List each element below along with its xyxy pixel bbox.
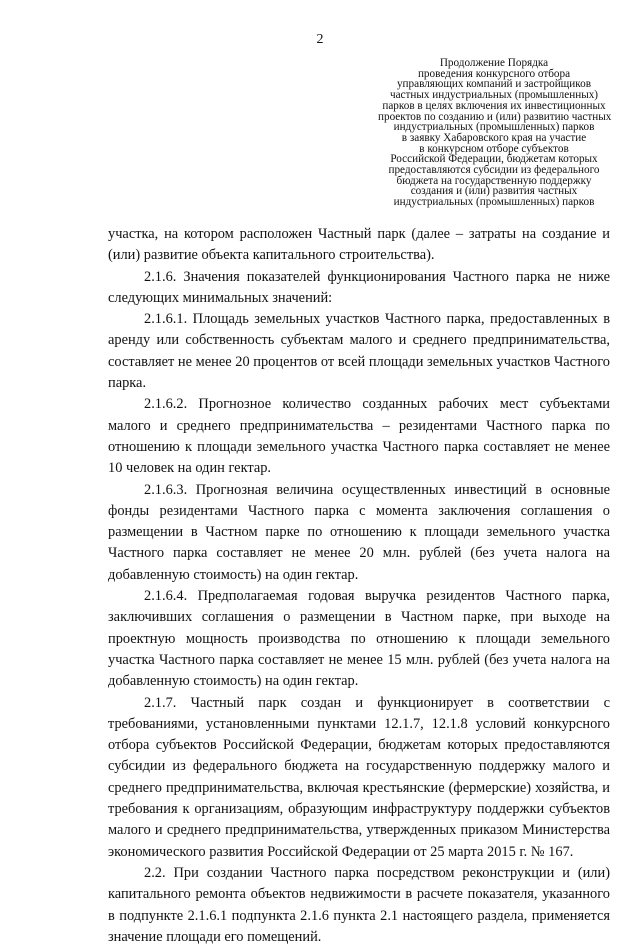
paragraph: 2.1.6.1. Площадь земельных участков Частного парка, предоставленных в аренду или собственность субъектам малого и среднего предпринимательства, составляет не менее 20 процентов от всей площади земельных участков Частного парка.: [108, 311, 610, 392]
header-line: проведения конкурсного отбора: [417, 67, 571, 80]
page-number: 2: [316, 32, 324, 47]
header-line: парков в целях включения их инвестиционных: [382, 99, 606, 112]
header-line: индустриальных (промышленных) парков: [393, 121, 595, 134]
header-line: создания и (или) развития частных: [410, 185, 578, 198]
document-body: [108, 224, 610, 948]
header-line: частных индустриальных (промышленных): [389, 89, 599, 102]
header-line: управляющих компаний и застройщиков: [396, 78, 592, 91]
paragraph: 2.1.6. Значения показателей функционирования Частного парка не ниже следующих минимальных значений:: [108, 268, 610, 306]
document-header: [378, 58, 610, 208]
header-line: индустриальных (промышленных) парков: [393, 196, 595, 209]
header-line: Продолжение Порядка: [439, 57, 549, 69]
paragraph: 2.1.6.2. Прогнозное количество созданных рабочих мест субъектами малого и среднего предпринимательства – резидентами Частного парка по отношению к площади земельного участка Частного парка составляет не менее 10 человек на один гектар.: [108, 396, 610, 477]
header-line: проектов по созданию и (или) развитию частных: [378, 110, 612, 123]
paragraph: 2.1.7. Частный парк создан и функционирует в соответствии с требованиями, установленными пунктами 12.1.7, 12.1.8 условий конкурсного отбора субъектов Российской Федерации, бюджетам которых предоставляются субсидии из федерального бюджета на государственную поддержку малого и среднего предпринимательства, включая крестьянские (фермерские) хозяйства, и требования к организациям, образующим инфраструктуру поддержки субъектов малого и среднего предпринимательства, утвержденных приказом Министерства экономического развития Российской Федерации от 25 марта 2015 г. № 167.: [108, 694, 610, 860]
header-line: предоставляются субсидии из федерального: [388, 164, 600, 177]
paragraph: 2.1.6.3. Прогнозная величина осуществленных инвестиций в основные фонды резидентами Частного парка с момента заключения соглашения о размещении в Частном парке по отношению к площади земельного участка Частного парка составляет не менее 20 млн. рублей (без учета налога на добавленную стоимость) на один гектар.: [108, 481, 610, 583]
paragraph: участка, на котором расположен Частный парк (далее – затраты на создание и (или) развитие объекта капитального строительства).: [108, 226, 610, 264]
header-line: в конкурсном отборе субъектов: [419, 142, 569, 155]
header-line: Российской Федерации, бюджетам которых: [390, 153, 598, 166]
header-line: бюджета на государственную поддержку: [396, 174, 592, 187]
paragraph: 2.2. При создании Частного парка посредством реконструкции и (или) капитального ремонта объектов недвижимости в расчете показателя, указанного в подпункте 2.1.6.1 подпункта 2.1.6 пункта 2.1 настоящего раздела, применяется значение площади его помещений.: [108, 864, 610, 945]
paragraph: 2.1.6.4. Предполагаемая годовая выручка резидентов Частного парка, заключивших соглашения о размещении в Частном парке, при выходе на проектную мощность производства по отношению к площади земельного участка Частного парка составляет не менее 15 млн. рублей (без учета налога на добавленную стоимость) на один гектар.: [108, 588, 610, 690]
header-line: в заявку Хабаровского края на участие: [401, 131, 587, 144]
